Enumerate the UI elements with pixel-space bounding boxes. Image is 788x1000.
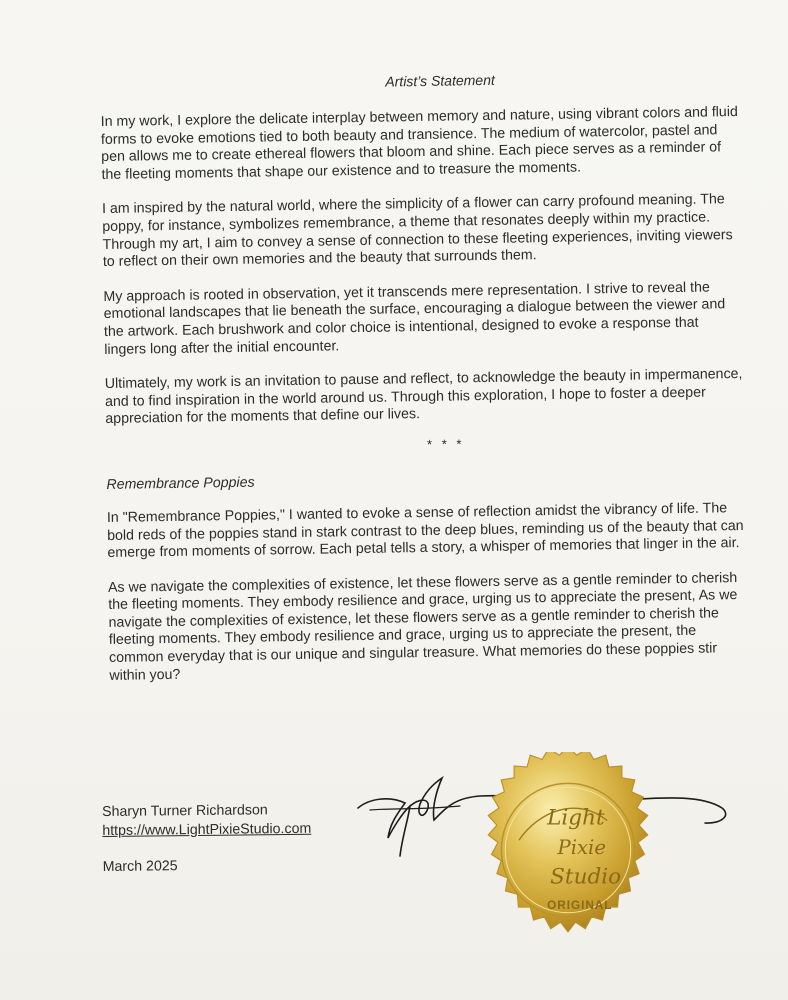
artwork-paragraph-2: As we navigate the complexities of existence, let these flowers serve as a gentle reminder to cherish the fleeting moments. They embody resilience and grace, urging us to appreciate the present, As we navigate the complexities of existence, let these flowers serve as a gentle reminder to cherish the fleeting moments. They embody resilience and grace, urging us to appreciate the present, the common everyday that is our unique and singular treasure. What memories do these poppies stir within you? xyxy=(107,569,738,684)
seal-word-2: Pixie xyxy=(557,835,606,859)
gold-foil-seal xyxy=(470,752,666,948)
statement-paragraph-3: My approach is rooted in observation, yet it transcends mere representation. I strive to reveal the emotional landscapes that lie beneath the surface, encouraging a dialogue between the viewer and the artwork. Each brushwork and color choice is intentional, designed to evoke a response that lingers long after the initial encounter. xyxy=(103,279,726,358)
website-link[interactable]: https://www.LightPixieStudio.com xyxy=(102,820,312,839)
seal-word-1: Light xyxy=(547,805,605,831)
statement-paragraph-4: Ultimately, my work is an invitation to pause and reflect, to acknowledge the beauty in impermanence, and to find inspiration in the world around us. Through this exploration, I hope to foster a deeper appreciation for the moments that define our lives. xyxy=(104,366,743,428)
signature-block xyxy=(102,802,312,875)
statement-paragraph-2: I am inspired by the natural world, where the simplicity of a flower can carry profound meaning. The poppy, for instance, symbolizes remembrance, a theme that resonates deeply within my practice. Through my art, I aim to convey a sense of connection to these fleeting experiences, inviting viewers to reflect on their own memories and the beauty that surrounds them. xyxy=(101,191,733,271)
section-divider: * * * xyxy=(426,436,465,452)
artwork-paragraph-1: In "Remembrance Poppies," I wanted to evoke a sense of reflection amidst the vibrancy of life. The bold reds of the poppies stand in stark contrast to the deep blues, reminding us of the beauty that can emerge from moments of sorrow. Each petal tells a story, a whisper of memories that linger in the air. xyxy=(106,500,744,562)
artist-name: Sharyn Turner Richardson xyxy=(102,802,268,820)
statement-text-block xyxy=(100,68,750,702)
statement-title: Artist’s Statement xyxy=(385,71,495,90)
artwork-title: Remembrance Poppies xyxy=(106,474,255,493)
signature-date: March 2025 xyxy=(102,858,178,875)
seal-word-4: ORIGINAL xyxy=(547,898,613,912)
statement-paragraph-1: In my work, I explore the delicate interplay between memory and nature, using vibrant colors and fluid forms to evoke emotions tied to both beauty and transience. The medium of watercolor, pastel and pen allows me to create ethereal flowers that bloom and shine. Each piece serves as a reminder of the fleeting moments that shape our existence and to treasure the moments. xyxy=(100,103,738,183)
seal-word-3: Studio xyxy=(550,864,622,890)
